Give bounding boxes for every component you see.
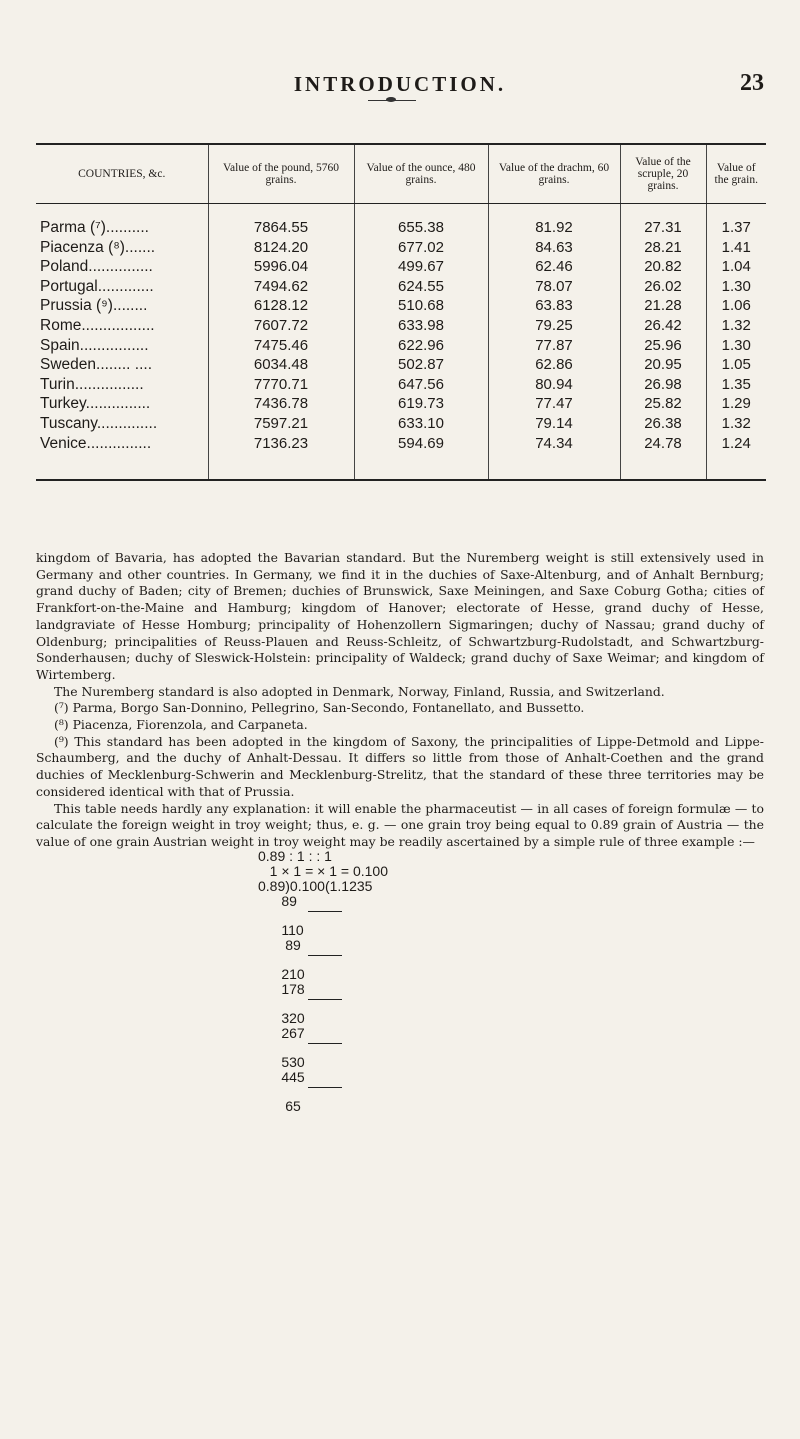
country-cell: Piacenza (⁸).......: [40, 238, 156, 256]
value-cell: 1.29: [706, 394, 766, 414]
value-cell: 1.32: [706, 414, 766, 434]
country-cell: Rome.................: [40, 316, 155, 334]
value-cell: 62.46: [488, 257, 620, 277]
value-cell: 655.38: [354, 204, 488, 238]
paragraph: This table needs hardly any explanation: it will enable the pharmaceutist — in all cases of foreign formulæ — to calculate the foreign weight in troy weight; thus, e. g. — one grain troy being equal to 0.89 grain of Austria — the value of one grain Austrian weight in troy weight may be readily ascertained by a simple rule of three example :—: [36, 800, 764, 849]
table-row: [36, 394, 766, 414]
country-cell: Venice...............: [40, 434, 152, 452]
table-row: [36, 336, 766, 356]
value-cell: 20.82: [620, 257, 706, 277]
value-cell: 677.02: [354, 238, 488, 258]
value-cell: 80.94: [488, 375, 620, 395]
calc-line: 530: [258, 1054, 305, 1070]
value-cell: 7607.72: [208, 316, 354, 336]
calc-line: 89: [258, 893, 297, 909]
value-cell: 25.82: [620, 394, 706, 414]
footnote-7: (⁷) Parma, Borgo San-Donnino, Pellegrino, San-Secondo, Fontanellato, and Bussetto.: [54, 700, 585, 716]
division-rule: [308, 999, 342, 1000]
calc-line: 445: [258, 1069, 305, 1085]
column-header: COUNTRIES, &c.: [36, 144, 208, 204]
country-cell: Sweden........ ....: [40, 356, 152, 374]
value-cell: 1.41: [706, 238, 766, 258]
column-header: Value of the grain.: [706, 144, 766, 204]
value-cell: 27.31: [620, 204, 706, 238]
division-rule: [308, 911, 342, 912]
country-cell: Poland...............: [40, 258, 153, 276]
value-cell: 8124.20: [208, 238, 354, 258]
table-header-row: [36, 144, 766, 204]
value-cell: 1.04: [706, 257, 766, 277]
weights-table: [36, 143, 766, 481]
value-cell: 7494.62: [208, 277, 354, 297]
value-cell: 622.96: [354, 336, 488, 356]
value-cell: 7770.71: [208, 375, 354, 395]
value-cell: 62.86: [488, 355, 620, 375]
value-cell: 77.87: [488, 336, 620, 356]
table-row: [36, 277, 766, 297]
calc-line: 1 × 1 = × 1 = 0.100: [258, 863, 388, 879]
value-cell: 647.56: [354, 375, 488, 395]
value-cell: 24.78: [620, 434, 706, 481]
value-cell: 502.87: [354, 355, 488, 375]
country-cell: Turin................: [40, 375, 144, 393]
value-cell: 1.30: [706, 277, 766, 297]
table-row: [36, 434, 766, 481]
value-cell: 7475.46: [208, 336, 354, 356]
table-row: [36, 257, 766, 277]
calc-line: 89: [258, 937, 301, 953]
value-cell: 25.96: [620, 336, 706, 356]
column-header: Value of the pound, 5760 grains.: [208, 144, 354, 204]
value-cell: 499.67: [354, 257, 488, 277]
footnote-9: (⁹) This standard has been adopted in the kingdom of Saxony, the principalities of Lippe-Detmold and Lippe-Schaumberg, and the duchy of Anhalt-Dessau. It differs so little from those of Anhalt-Coethen and the grand duchies of Mecklenburg-Schwerin and Mecklenburg-Strelitz, that the standard of these three territories may be considered identical with that of Prussia.: [36, 733, 764, 799]
calc-line: 178: [258, 981, 305, 997]
calc-line: 110: [258, 922, 304, 938]
table-row: [36, 316, 766, 336]
value-cell: 1.37: [706, 204, 766, 238]
calc-line: 267: [258, 1025, 305, 1041]
value-cell: 6034.48: [208, 355, 354, 375]
value-cell: 20.95: [620, 355, 706, 375]
value-cell: 84.63: [488, 238, 620, 258]
value-cell: 624.55: [354, 277, 488, 297]
column-header: Value of the ounce, 480 grains.: [354, 144, 488, 204]
value-cell: 633.98: [354, 316, 488, 336]
country-cell: Portugal.............: [40, 277, 154, 295]
table-row: [36, 204, 766, 238]
body-text: [36, 550, 764, 851]
paragraph: kingdom of Bavaria, has adopted the Bavarian standard. But the Nuremberg weight is still extensively used in Germany and other countries. In Germany, we find it in the duchies of Saxe-Altenburg, and of Anhalt Bernburg; grand duchy of Baden; city of Bremen; duchies of Brunswick, Saxe Meiningen, and Saxe Coburg Gotha; cities of Frankfort-on-the-Maine and Hamburg; kingdom of Hanover; electorate of Hesse, grand duchy of Hesse, landgraviate of Hesse Homburg; principality of Hohenzollern Sigmaringen; duchy of Nassau; grand duchy of Oldenburg; principalities of Reuss-Plauen and Reuss-Schleitz, of Schwartzburg-Rudolstadt, and Schwartzburg-Sonderhausen; duchy of Sleswick-Holstein: principality of Waldeck; grand duchy of Saxe Weimar; and kingdom of Wirtemberg.: [36, 550, 764, 682]
value-cell: 7136.23: [208, 434, 354, 481]
header-ornament: [368, 100, 416, 105]
value-cell: 5996.04: [208, 257, 354, 277]
value-cell: 1.32: [706, 316, 766, 336]
country-cell: Spain................: [40, 336, 149, 354]
division-rule: [308, 1087, 342, 1088]
value-cell: 21.28: [620, 296, 706, 316]
value-cell: 26.38: [620, 414, 706, 434]
value-cell: 77.47: [488, 394, 620, 414]
value-cell: 594.69: [354, 434, 488, 481]
value-cell: 26.02: [620, 277, 706, 297]
value-cell: 7436.78: [208, 394, 354, 414]
value-cell: 1.30: [706, 336, 766, 356]
value-cell: 619.73: [354, 394, 488, 414]
running-title: INTRODUCTION.: [293, 72, 507, 96]
value-cell: 1.24: [706, 434, 766, 481]
value-cell: 78.07: [488, 277, 620, 297]
value-cell: 6128.12: [208, 296, 354, 316]
country-cell: Prussia (⁹)........: [40, 297, 148, 315]
country-cell: Turkey...............: [40, 395, 151, 413]
running-head: [0, 72, 800, 102]
column-header: Value of the drachm, 60 grains.: [488, 144, 620, 204]
value-cell: 7864.55: [208, 204, 354, 238]
footnote-8: (⁸) Piacenza, Fiorenzola, and Carpaneta.: [54, 717, 308, 733]
table-row: [36, 238, 766, 258]
value-cell: 74.34: [488, 434, 620, 481]
value-cell: 510.68: [354, 296, 488, 316]
value-cell: 7597.21: [208, 414, 354, 434]
value-cell: 28.21: [620, 238, 706, 258]
country-cell: Tuscany..............: [40, 414, 158, 432]
value-cell: 79.14: [488, 414, 620, 434]
country-cell: Parma (⁷)..........: [40, 219, 149, 236]
value-cell: 81.92: [488, 204, 620, 238]
paragraph: The Nuremberg standard is also adopted in Denmark, Norway, Finland, Russia, and Switzerland.: [54, 683, 665, 699]
value-cell: 26.42: [620, 316, 706, 336]
value-cell: 1.35: [706, 375, 766, 395]
value-cell: 63.83: [488, 296, 620, 316]
calc-line: 320: [258, 1010, 305, 1026]
calc-line: 0.89 : 1 : : 1: [258, 848, 332, 864]
division-rule: [308, 1043, 342, 1044]
division-rule: [308, 955, 342, 956]
table-row: [36, 296, 766, 316]
page-number: 23: [740, 70, 764, 96]
value-cell: 1.06: [706, 296, 766, 316]
table-row: [36, 414, 766, 434]
column-header: Value of the scruple, 20 grains.: [620, 144, 706, 204]
value-cell: 1.05: [706, 355, 766, 375]
table-row: [36, 375, 766, 395]
value-cell: 79.25: [488, 316, 620, 336]
value-cell: 26.98: [620, 375, 706, 395]
calc-line: 65: [258, 1098, 301, 1114]
calc-line: 0.89)0.100(1.1235: [258, 878, 373, 894]
value-cell: 633.10: [354, 414, 488, 434]
calc-line: 210: [258, 966, 305, 982]
rule-of-three-calculation: [258, 849, 458, 1114]
table-row: [36, 355, 766, 375]
